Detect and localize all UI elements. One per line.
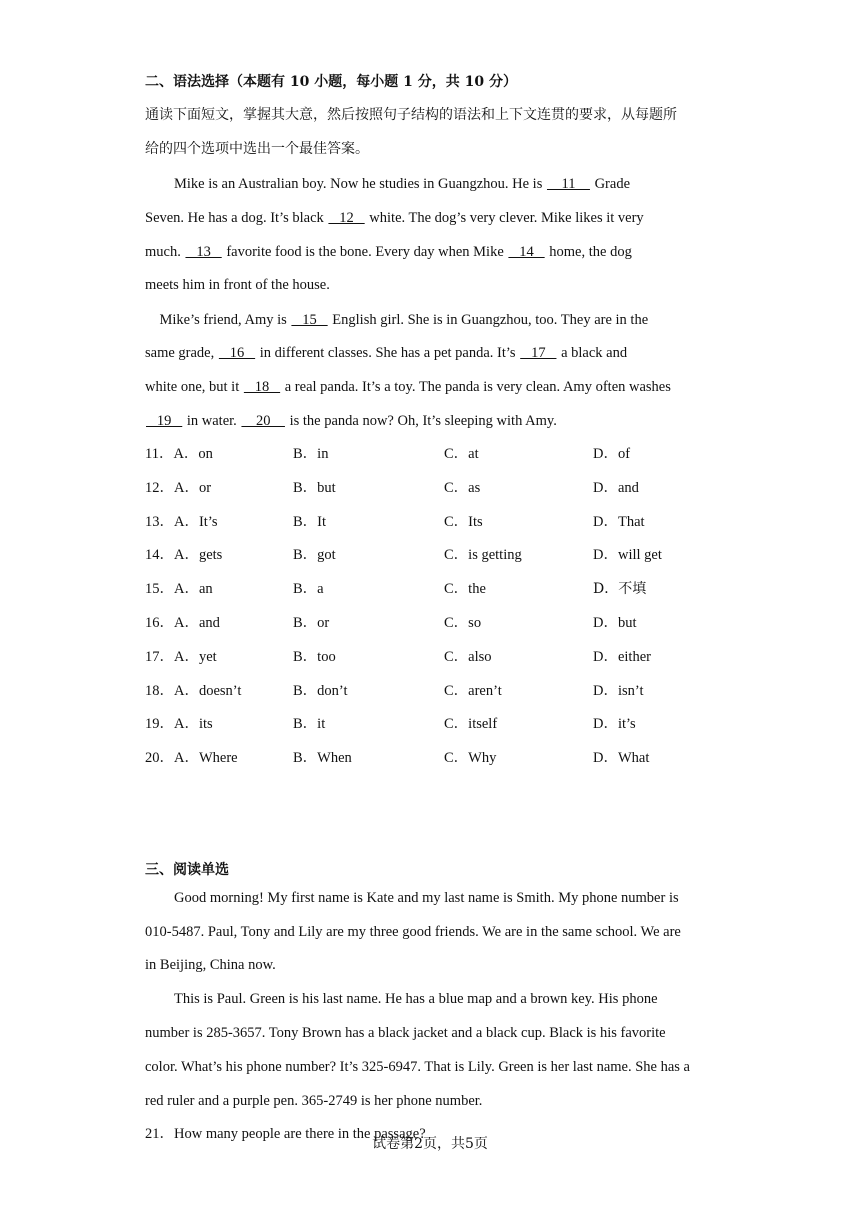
passage-line <box>145 343 627 363</box>
blank-17: 17 <box>520 345 557 361</box>
option-D: D．isn’t <box>593 683 644 699</box>
section2-title: 二、语法选择（本题有 10 小题，每小题 1 分，共 10 分） <box>145 74 517 90</box>
blank-11: 11 <box>546 176 590 192</box>
option-D: D．of <box>593 446 631 462</box>
option-C: C．as <box>444 480 481 496</box>
option-C: C．Its <box>444 514 483 530</box>
blank-12: 12 <box>328 210 365 226</box>
passage-text: much. <box>145 244 185 260</box>
option-D: D．but <box>593 615 637 631</box>
option-C: C．Why <box>444 750 497 766</box>
passage-line <box>145 310 648 330</box>
passage-text: white. The dog’s very clever. Mike likes it very <box>365 210 644 226</box>
blank-13: 13 <box>185 244 222 260</box>
passage-line <box>145 242 632 262</box>
reading-line: in Beijing, China now. <box>145 957 276 973</box>
passage-text: meets him in front of the house. <box>145 277 330 293</box>
option-A: 17．A．yet <box>145 649 217 665</box>
option-B: B．too <box>293 649 336 665</box>
option-C: C．aren’t <box>444 683 502 699</box>
passage-line <box>145 174 630 194</box>
option-D: D．it’s <box>593 716 636 732</box>
passage-line <box>145 275 330 295</box>
option-C: C．also <box>444 649 492 665</box>
passage-text: English girl. She is in Guangzhou, too. They are in the <box>328 312 649 328</box>
option-D: D．What <box>593 750 650 766</box>
passage-text: favorite food is the bone. Every day when Mike <box>222 244 508 260</box>
option-C: C．is getting <box>444 547 522 563</box>
blank-19: 19 <box>146 413 183 429</box>
option-C: C．the <box>444 581 486 597</box>
passage-text: in water. <box>183 413 241 429</box>
option-B: B．got <box>293 547 336 563</box>
passage-text: Seven. He has a dog. It’s black <box>145 210 328 226</box>
option-B: B．or <box>293 615 330 631</box>
option-C: C．at <box>444 446 479 462</box>
page-footer: 试卷第2页，共5页 <box>372 1136 488 1152</box>
option-row <box>145 613 725 633</box>
option-row <box>145 748 725 768</box>
passage-line <box>145 411 557 431</box>
passage-text: in different classes. She has a pet panda. It’s <box>256 345 520 361</box>
option-row <box>145 714 725 734</box>
option-A: 15．A．an <box>145 581 213 597</box>
option-A: 20．A．Where <box>145 750 238 766</box>
option-row <box>145 579 725 599</box>
passage-text: Grade <box>590 176 630 192</box>
question-21: 21．How many people are there in the passage? <box>145 1126 426 1142</box>
passage-text: a black and <box>557 345 628 361</box>
option-A: 14．A．gets <box>145 547 223 563</box>
option-D: D．不填 <box>593 581 647 597</box>
option-B: B．it <box>293 716 326 732</box>
blank-16: 16 <box>218 345 256 361</box>
passage-line <box>145 377 671 397</box>
option-row <box>145 647 725 667</box>
blank-20: 20 <box>241 413 285 429</box>
blank-15: 15 <box>291 312 328 328</box>
reading-line: color. What’s his phone number? It’s 325-6947. That is Lily. Green is her last name. She has a <box>145 1059 690 1075</box>
passage-text: a real panda. It’s a toy. The panda is very clean. Amy often washes <box>281 379 671 395</box>
option-B: B．but <box>293 480 336 496</box>
passage-text: is the panda now? Oh, It’s sleeping with Amy. <box>285 413 557 429</box>
option-A: 18．A．doesn’t <box>145 683 242 699</box>
option-D: D．will get <box>593 547 662 563</box>
option-D: D．and <box>593 480 639 496</box>
reading-line: number is 285-3657. Tony Brown has a black jacket and a black cup. Black is his favorite <box>145 1025 666 1041</box>
option-C: C．so <box>444 615 482 631</box>
passage-text: white one, but it <box>145 379 243 395</box>
blank-18: 18 <box>243 379 281 395</box>
option-row <box>145 545 725 565</box>
option-A: 12．A．or <box>145 480 212 496</box>
option-B: B．in <box>293 446 329 462</box>
option-row <box>145 512 725 532</box>
option-B: B．It <box>293 514 327 530</box>
reading-line: Good morning! My first name is Kate and my last name is Smith. My phone number is <box>145 890 679 906</box>
option-A: 16．A．and <box>145 615 220 631</box>
passage-text: same grade, <box>145 345 218 361</box>
blank-14: 14 <box>508 244 545 260</box>
option-B: B．When <box>293 750 352 766</box>
option-B: B．don’t <box>293 683 348 699</box>
section3-title: 三、阅读单选 <box>145 862 229 878</box>
reading-line: This is Paul. Green is his last name. He has a blue map and a brown key. His phone <box>145 991 658 1007</box>
option-row <box>145 478 725 498</box>
passage-text: Mike’s friend, Amy is <box>145 312 291 328</box>
option-row <box>145 681 725 701</box>
option-row <box>145 444 725 464</box>
passage-text: Mike is an Australian boy. Now he studies in Guangzhou. He is <box>145 176 546 192</box>
option-C: C．itself <box>444 716 498 732</box>
reading-line: 010-5487. Paul, Tony and Lily are my three good friends. We are in the same school. We are <box>145 924 681 940</box>
option-D: D．either <box>593 649 651 665</box>
option-B: B．a <box>293 581 324 597</box>
option-A: 19．A．its <box>145 716 213 732</box>
section2-instructions-2: 给的四个选项中选出一个最佳答案。 <box>145 141 369 157</box>
option-D: D．That <box>593 514 645 530</box>
option-A: 11．A．on <box>145 446 213 462</box>
passage-line <box>145 208 644 228</box>
passage-text: home, the dog <box>545 244 632 260</box>
section2-instructions-1: 通读下面短文，掌握其大意，然后按照句子结构的语法和上下文连贯的要求，从每题所 <box>145 107 677 123</box>
option-A: 13．A．It’s <box>145 514 218 530</box>
reading-line: red ruler and a purple pen. 365-2749 is her phone number. <box>145 1093 483 1109</box>
